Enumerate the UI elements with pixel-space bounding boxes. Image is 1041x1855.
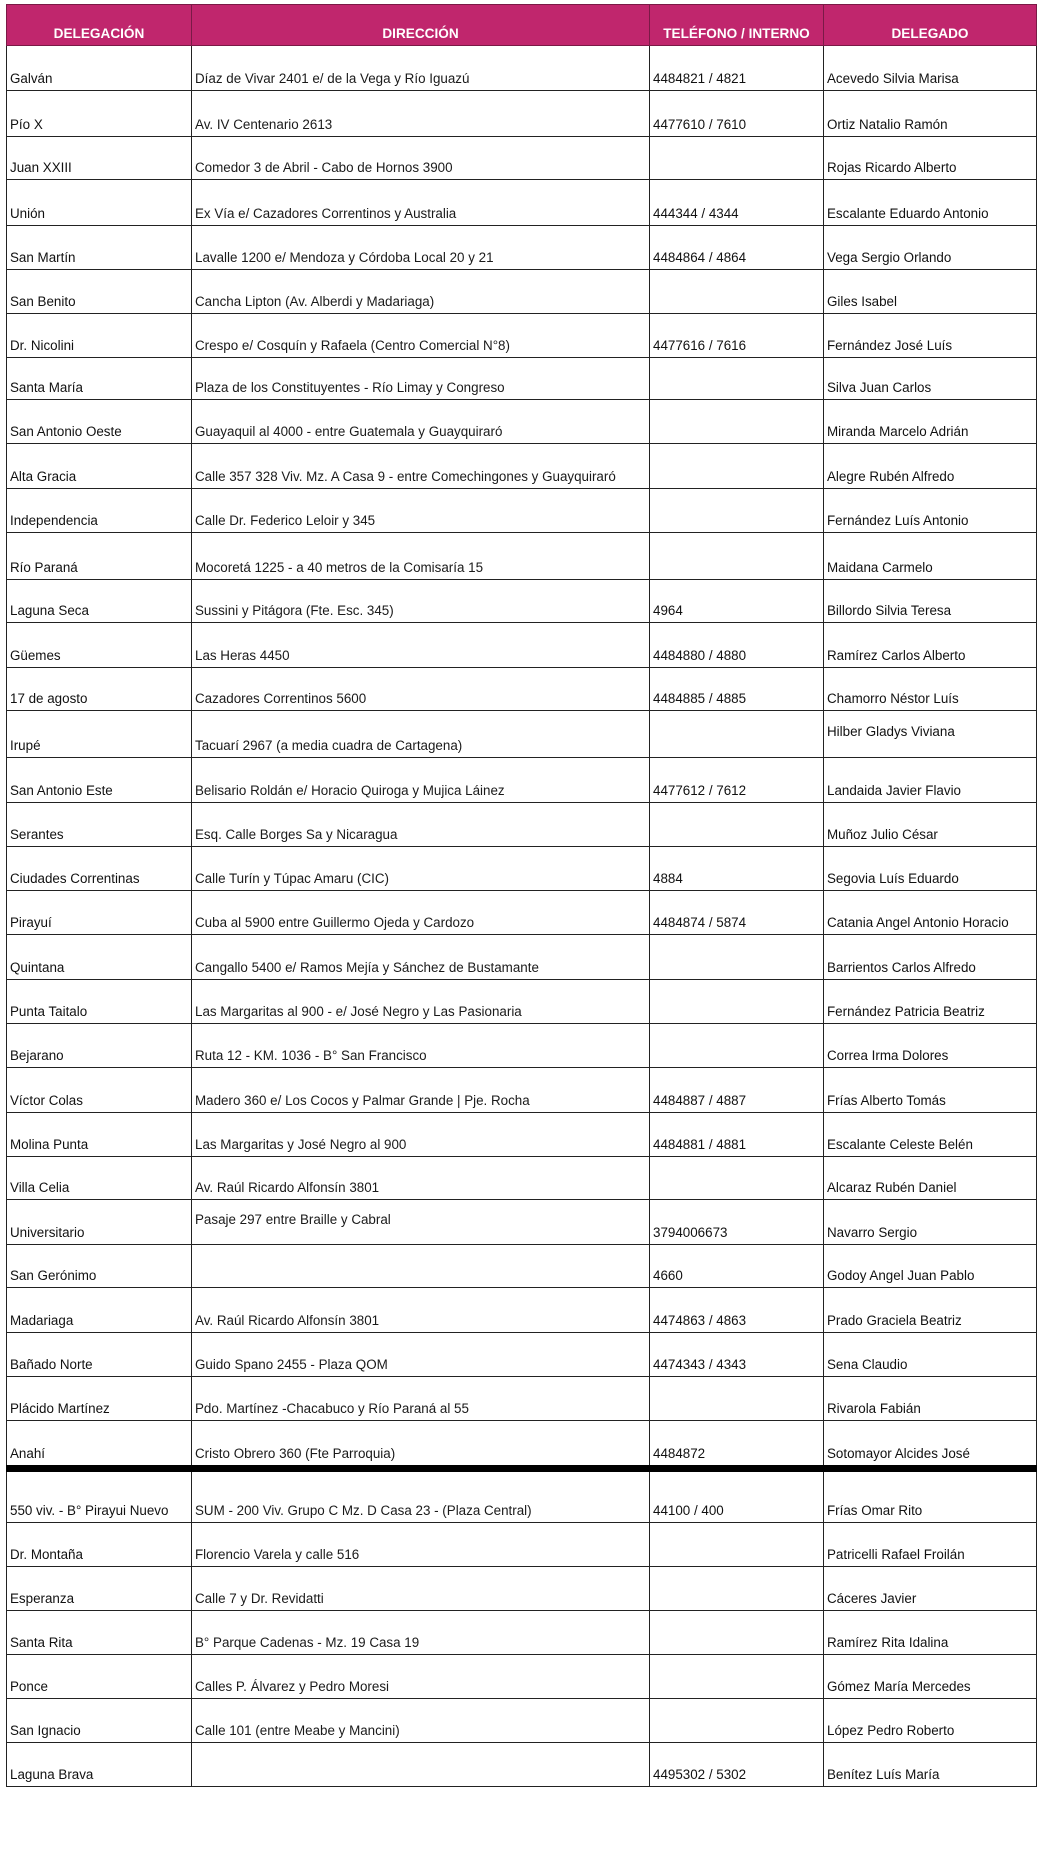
cell-delegado: Sena Claudio — [824, 1333, 1037, 1377]
cell-delegacion: San Antonio Este — [7, 758, 192, 803]
cell-telefono — [650, 358, 824, 400]
cell-delegacion: Ponce — [7, 1655, 192, 1699]
cell-delegado: Segovia Luís Eduardo — [824, 847, 1037, 891]
cell-delegado: Rojas Ricardo Alberto — [824, 137, 1037, 180]
header-row — [7, 5, 1037, 46]
cell-delegado: Frías Omar Rito — [824, 1469, 1037, 1523]
cell-delegacion: Pirayuí — [7, 891, 192, 935]
cell-telefono — [650, 1655, 824, 1699]
cell-telefono — [650, 1567, 824, 1611]
table-row — [7, 980, 1037, 1024]
cell-direccion: Cangallo 5400 e/ Ramos Mejía y Sánchez de Bustamante — [192, 935, 650, 980]
table-row — [7, 803, 1037, 847]
cell-telefono: 4484885 / 4885 — [650, 668, 824, 711]
cell-telefono — [650, 1699, 824, 1743]
cell-delegacion: Bejarano — [7, 1024, 192, 1068]
cell-telefono: 4484887 / 4887 — [650, 1068, 824, 1113]
cell-direccion: Pdo. Martínez -Chacabuco y Río Paraná al 55 — [192, 1377, 650, 1421]
cell-delegacion: Unión — [7, 180, 192, 226]
cell-delegacion: Madariaga — [7, 1288, 192, 1333]
cell-telefono — [650, 444, 824, 489]
cell-delegacion: San Antonio Oeste — [7, 400, 192, 444]
cell-direccion: Ex Vía e/ Cazadores Correntinos y Australia — [192, 180, 650, 226]
cell-telefono — [650, 1157, 824, 1200]
cell-direccion: Cazadores Correntinos 5600 — [192, 668, 650, 711]
cell-delegacion: Laguna Brava — [7, 1743, 192, 1787]
cell-direccion: SUM - 200 Viv. Grupo C Mz. D Casa 23 - (Plaza Central) — [192, 1469, 650, 1523]
cell-delegado: Fernández José Luís — [824, 314, 1037, 358]
cell-telefono: 444344 / 4344 — [650, 180, 824, 226]
cell-delegacion: Irupé — [7, 711, 192, 758]
table-row — [7, 711, 1037, 758]
cell-telefono: 4477610 / 7610 — [650, 91, 824, 137]
cell-delegado: Miranda Marcelo Adrián — [824, 400, 1037, 444]
cell-direccion: Las Heras 4450 — [192, 623, 650, 668]
cell-direccion: Comedor 3 de Abril - Cabo de Hornos 3900 — [192, 137, 650, 180]
cell-telefono: 4964 — [650, 580, 824, 623]
cell-delegacion: Dr. Montaña — [7, 1523, 192, 1567]
cell-delegado: Correa Irma Dolores — [824, 1024, 1037, 1068]
table-row — [7, 1567, 1037, 1611]
cell-direccion: Las Margaritas al 900 - e/ José Negro y Las Pasionaria — [192, 980, 650, 1024]
cell-delegacion: Quintana — [7, 935, 192, 980]
table-body — [7, 46, 1037, 1787]
table-row — [7, 580, 1037, 623]
delegations-table — [6, 4, 1037, 1787]
cell-delegacion: Santa María — [7, 358, 192, 400]
header-delegado: DELEGADO — [824, 5, 1037, 46]
cell-delegado: Gómez María Mercedes — [824, 1655, 1037, 1699]
cell-telefono — [650, 980, 824, 1024]
cell-direccion: Calle 357 328 Viv. Mz. A Casa 9 - entre Comechingones y Guayquiraró — [192, 444, 650, 489]
table-row — [7, 758, 1037, 803]
cell-delegado: Prado Graciela Beatriz — [824, 1288, 1037, 1333]
cell-direccion: Lavalle 1200 e/ Mendoza y Córdoba Local 20 y 21 — [192, 226, 650, 270]
table-row — [7, 1469, 1037, 1523]
cell-telefono: 4484821 / 4821 — [650, 46, 824, 91]
cell-delegado: Rivarola Fabián — [824, 1377, 1037, 1421]
cell-delegacion: Universitario — [7, 1200, 192, 1245]
cell-direccion: Ruta 12 - KM. 1036 - B° San Francisco — [192, 1024, 650, 1068]
cell-direccion: Díaz de Vivar 2401 e/ de la Vega y Río Iguazú — [192, 46, 650, 91]
table-row — [7, 46, 1037, 91]
cell-direccion: Mocoretá 1225 - a 40 metros de la Comisaría 15 — [192, 533, 650, 580]
cell-delegacion: Galván — [7, 46, 192, 91]
table-row — [7, 91, 1037, 137]
table-row — [7, 1245, 1037, 1288]
cell-delegado: Fernández Luís Antonio — [824, 489, 1037, 533]
cell-telefono — [650, 935, 824, 980]
cell-delegado: Ortiz Natalio Ramón — [824, 91, 1037, 137]
cell-telefono: 4477616 / 7616 — [650, 314, 824, 358]
table-row — [7, 400, 1037, 444]
cell-delegacion: Santa Rita — [7, 1611, 192, 1655]
table-row — [7, 1157, 1037, 1200]
table-row — [7, 1377, 1037, 1421]
delegations-sheet — [6, 4, 1036, 1787]
cell-direccion: Cuba al 5900 entre Guillermo Ojeda y Cardozo — [192, 891, 650, 935]
cell-direccion: Madero 360 e/ Los Cocos y Palmar Grande | Pje. Rocha — [192, 1068, 650, 1113]
cell-delegacion: Alta Gracia — [7, 444, 192, 489]
cell-delegacion: Güemes — [7, 623, 192, 668]
cell-telefono: 4484864 / 4864 — [650, 226, 824, 270]
cell-telefono — [650, 803, 824, 847]
cell-direccion: Florencio Varela y calle 516 — [192, 1523, 650, 1567]
table-row — [7, 1333, 1037, 1377]
table-row — [7, 1113, 1037, 1157]
cell-delegacion: Independencia — [7, 489, 192, 533]
cell-delegacion: Punta Taitalo — [7, 980, 192, 1024]
cell-telefono: 4484880 / 4880 — [650, 623, 824, 668]
table-row — [7, 847, 1037, 891]
cell-direccion: Guido Spano 2455 - Plaza QOM — [192, 1333, 650, 1377]
cell-direccion — [192, 1245, 650, 1288]
table-header — [7, 5, 1037, 46]
cell-telefono: 4474863 / 4863 — [650, 1288, 824, 1333]
cell-delegacion: Esperanza — [7, 1567, 192, 1611]
table-row — [7, 1611, 1037, 1655]
table-row — [7, 444, 1037, 489]
cell-telefono — [650, 533, 824, 580]
cell-direccion: Tacuarí 2967 (a media cuadra de Cartagena) — [192, 711, 650, 758]
cell-direccion: Crespo e/ Cosquín y Rafaela (Centro Comercial N°8) — [192, 314, 650, 358]
cell-direccion: Cristo Obrero 360 (Fte Parroquia) — [192, 1421, 650, 1469]
cell-telefono — [650, 711, 824, 758]
cell-telefono — [650, 400, 824, 444]
cell-delegacion: Serantes — [7, 803, 192, 847]
cell-delegacion: Dr. Nicolini — [7, 314, 192, 358]
cell-telefono — [650, 1611, 824, 1655]
cell-delegacion: San Martín — [7, 226, 192, 270]
cell-delegado: Landaida Javier Flavio — [824, 758, 1037, 803]
cell-delegacion: Molina Punta — [7, 1113, 192, 1157]
header-direccion: DIRECCIÓN — [192, 5, 650, 46]
cell-delegacion: Villa Celia — [7, 1157, 192, 1200]
cell-direccion: Av. Raúl Ricardo Alfonsín 3801 — [192, 1157, 650, 1200]
cell-delegacion: Laguna Seca — [7, 580, 192, 623]
cell-telefono: 4484881 / 4881 — [650, 1113, 824, 1157]
table-row — [7, 314, 1037, 358]
cell-delegado: Billordo Silvia Teresa — [824, 580, 1037, 623]
cell-telefono: 44100 / 400 — [650, 1469, 824, 1523]
cell-delegacion: Juan XXIII — [7, 137, 192, 180]
table-row — [7, 226, 1037, 270]
cell-telefono: 3794006673 — [650, 1200, 824, 1245]
cell-delegacion: Víctor Colas — [7, 1068, 192, 1113]
cell-delegacion: 550 viv. - B° Pirayui Nuevo — [7, 1469, 192, 1523]
cell-telefono — [650, 270, 824, 314]
cell-direccion: Belisario Roldán e/ Horacio Quiroga y Mujica Láinez — [192, 758, 650, 803]
cell-delegado: Fernández Patricia Beatriz — [824, 980, 1037, 1024]
cell-delegado: Hilber Gladys Viviana — [824, 711, 1037, 758]
cell-delegado: Escalante Eduardo Antonio — [824, 180, 1037, 226]
cell-delegado: Navarro Sergio — [824, 1200, 1037, 1245]
cell-delegado: Chamorro Néstor Luís — [824, 668, 1037, 711]
cell-telefono — [650, 1523, 824, 1567]
cell-delegacion: San Ignacio — [7, 1699, 192, 1743]
table-row — [7, 935, 1037, 980]
table-row — [7, 1523, 1037, 1567]
cell-delegado: Acevedo Silvia Marisa — [824, 46, 1037, 91]
cell-delegacion: San Gerónimo — [7, 1245, 192, 1288]
cell-direccion: Av. Raúl Ricardo Alfonsín 3801 — [192, 1288, 650, 1333]
cell-telefono: 4884 — [650, 847, 824, 891]
cell-telefono — [650, 137, 824, 180]
cell-direccion — [192, 1743, 650, 1787]
cell-telefono: 4495302 / 5302 — [650, 1743, 824, 1787]
table-row — [7, 623, 1037, 668]
cell-delegado: Alegre Rubén Alfredo — [824, 444, 1037, 489]
cell-delegacion: 17 de agosto — [7, 668, 192, 711]
cell-direccion: Las Margaritas y José Negro al 900 — [192, 1113, 650, 1157]
cell-delegacion: Bañado Norte — [7, 1333, 192, 1377]
cell-telefono: 4484872 — [650, 1421, 824, 1469]
cell-telefono — [650, 489, 824, 533]
cell-delegado: Patricelli Rafael Froilán — [824, 1523, 1037, 1567]
table-row — [7, 891, 1037, 935]
cell-direccion: Plaza de los Constituyentes - Río Limay y Congreso — [192, 358, 650, 400]
cell-delegacion: Ciudades Correntinas — [7, 847, 192, 891]
cell-telefono: 4484874 / 5874 — [650, 891, 824, 935]
cell-delegacion: San Benito — [7, 270, 192, 314]
table-row — [7, 358, 1037, 400]
cell-direccion: B° Parque Cadenas - Mz. 19 Casa 19 — [192, 1611, 650, 1655]
cell-delegado: Godoy Angel Juan Pablo — [824, 1245, 1037, 1288]
table-row — [7, 137, 1037, 180]
cell-direccion: Cancha Lipton (Av. Alberdi y Madariaga) — [192, 270, 650, 314]
cell-direccion: Calle 7 y Dr. Revidatti — [192, 1567, 650, 1611]
table-row — [7, 1024, 1037, 1068]
cell-direccion: Calles P. Álvarez y Pedro Moresi — [192, 1655, 650, 1699]
cell-delegacion: Pío X — [7, 91, 192, 137]
table-row — [7, 1655, 1037, 1699]
cell-delegado: Barrientos Carlos Alfredo — [824, 935, 1037, 980]
table-row — [7, 1288, 1037, 1333]
cell-direccion: Guayaquil al 4000 - entre Guatemala y Guayquiraró — [192, 400, 650, 444]
cell-direccion: Calle 101 (entre Meabe y Mancini) — [192, 1699, 650, 1743]
cell-delegado: Silva Juan Carlos — [824, 358, 1037, 400]
cell-delegado: Cáceres Javier — [824, 1567, 1037, 1611]
table-row — [7, 1068, 1037, 1113]
cell-delegado: Alcaraz Rubén Daniel — [824, 1157, 1037, 1200]
cell-telefono: 4660 — [650, 1245, 824, 1288]
cell-direccion: Sussini y Pitágora (Fte. Esc. 345) — [192, 580, 650, 623]
table-row — [7, 270, 1037, 314]
header-delegacion: DELEGACIÓN — [7, 5, 192, 46]
cell-delegado: Muñoz Julio César — [824, 803, 1037, 847]
cell-delegacion: Plácido Martínez — [7, 1377, 192, 1421]
cell-delegado: Frías Alberto Tomás — [824, 1068, 1037, 1113]
table-row — [7, 668, 1037, 711]
cell-delegado: Giles Isabel — [824, 270, 1037, 314]
cell-delegado: Escalante Celeste Belén — [824, 1113, 1037, 1157]
cell-delegado: Maidana Carmelo — [824, 533, 1037, 580]
cell-direccion: Calle Turín y Túpac Amaru (CIC) — [192, 847, 650, 891]
cell-delegado: Ramírez Carlos Alberto — [824, 623, 1037, 668]
table-row — [7, 533, 1037, 580]
table-row — [7, 489, 1037, 533]
table-row — [7, 1200, 1037, 1245]
cell-delegado: López Pedro Roberto — [824, 1699, 1037, 1743]
cell-delegado: Ramírez Rita Idalina — [824, 1611, 1037, 1655]
cell-direccion: Esq. Calle Borges Sa y Nicaragua — [192, 803, 650, 847]
cell-telefono: 4474343 / 4343 — [650, 1333, 824, 1377]
cell-direccion: Calle Dr. Federico Leloir y 345 — [192, 489, 650, 533]
cell-delegacion: Río Paraná — [7, 533, 192, 580]
table-row — [7, 1743, 1037, 1787]
cell-delegacion: Anahí — [7, 1421, 192, 1469]
cell-delegado: Vega Sergio Orlando — [824, 226, 1037, 270]
cell-telefono — [650, 1377, 824, 1421]
table-row — [7, 1699, 1037, 1743]
header-telefono: TELÉFONO / INTERNO — [650, 5, 824, 46]
cell-telefono — [650, 1024, 824, 1068]
table-row — [7, 180, 1037, 226]
cell-direccion: Av. IV Centenario 2613 — [192, 91, 650, 137]
cell-delegado: Benítez Luís María — [824, 1743, 1037, 1787]
cell-telefono: 4477612 / 7612 — [650, 758, 824, 803]
cell-delegado: Sotomayor Alcides José — [824, 1421, 1037, 1469]
cell-direccion: Pasaje 297 entre Braille y Cabral — [192, 1200, 650, 1245]
cell-delegado: Catania Angel Antonio Horacio — [824, 891, 1037, 935]
table-row — [7, 1421, 1037, 1469]
